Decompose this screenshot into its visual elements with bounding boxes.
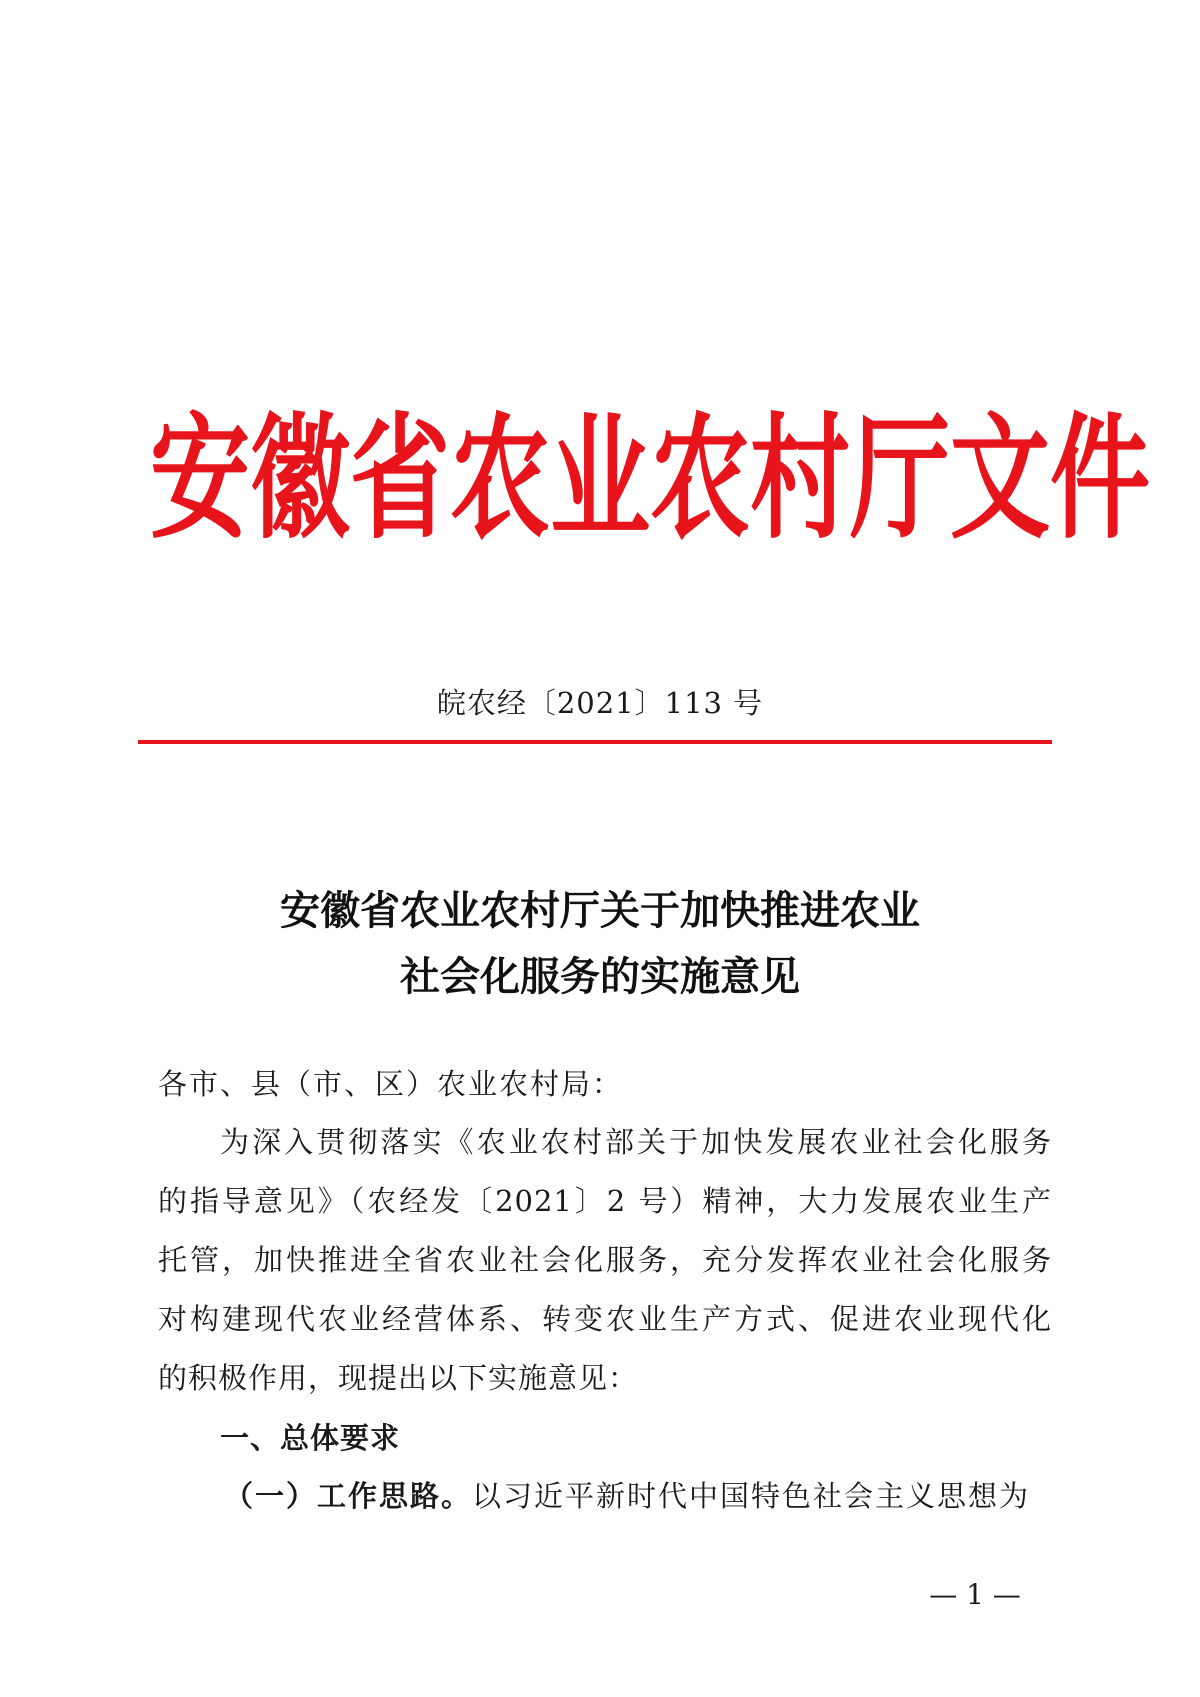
masthead-title: 安徽省农业农村厅文件 [150,398,1150,558]
title-line-1: 安徽省农业农村厅关于加快推进农业 [280,887,920,934]
red-divider-rule [138,740,1052,744]
salutation: 各市、县（市、区）农业农村局： [158,1067,624,1101]
document-number: 皖农经〔2021〕113 号 [436,686,764,720]
body-line-5: 的积极作用，现提出以下实施意见： [158,1361,639,1395]
subsection-line [224,1476,1052,1516]
body-line-1: 为深入贯彻落实《农业农村部关于加快发展农业社会化服务 [220,1125,1052,1159]
body-line-2: 的指导意见》（农经发〔2021〕2 号）精神，大力发展农业生产 [158,1184,1052,1218]
section-heading: 一、总体要求 [220,1421,401,1455]
title-line-2: 社会化服务的实施意见 [400,953,800,1000]
page-number: — 1 — [929,1578,1021,1611]
body-line-4: 对构建现代农业经营体系、转变农业生产方式、促进农业现代化 [158,1302,1052,1336]
body-line-3: 托管，加快推进全省农业社会化服务，充分发挥农业社会化服务 [158,1243,1052,1277]
subsection-lead: （一）工作思路。 [224,1479,473,1513]
subsection-text: 以习近平新时代中国特色社会主义思想为 [472,1479,1031,1513]
document-title [0,878,1200,1010]
